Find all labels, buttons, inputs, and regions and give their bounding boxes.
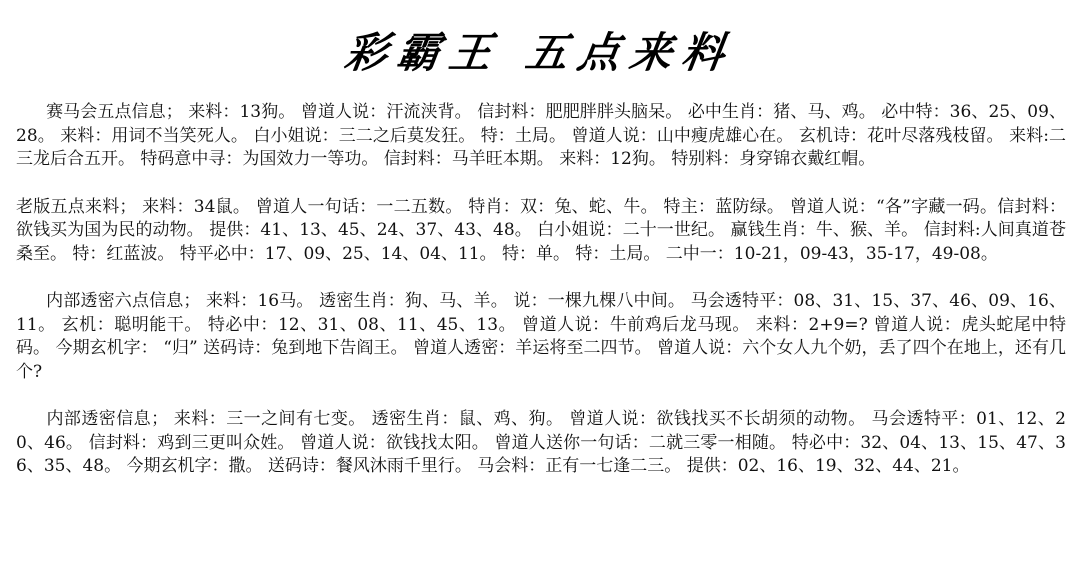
paragraph-saimahui xyxy=(16,101,1066,172)
paragraph-text: 内部透密信息； 来料：三一之间有七变。 透密生肖：鼠、鸡、狗。 曾道人说：欲钱找买不长胡须的动物。 马会透特平：01、12、20、46。 信封料：鸡到三更叫众姓。 曾道人说：欲钱找太阳。 曾道人送你一句话：二就三零一相随。 特必中：32、04、13、15、47、36、35、48。 今期玄机字：撒。 送码诗：餐风沐雨千里行。 马会料：正有一七逢二三。 提供：02、16、19、32、44、21。 xyxy=(16,409,1066,476)
page-title: 彩霸王 五点来料 xyxy=(341,28,738,77)
paragraph-text: 老版五点来料； 来料：34鼠。 曾道人一句话：一二五数。 特肖：双：兔、蛇、牛。 特主：蓝防绿。 曾道人说：“各”字藏一码。信封料：欲钱买为国为民的动物。 提供：41、13、45、24、37、43、48。 白小姐说：二十一世纪。 赢钱生肖：牛、猴、羊。 信封料:人间真道苍桑至。 特：红蓝波。 特平必中：17、09、25、14、04、11。 特：单。 特：土局。 二中一：10-21，09-43，35-17，49-08。 xyxy=(16,196,1066,264)
paragraph-text: 赛马会五点信息； 来料：13狗。 曾道人说：汗流浃背。 信封料：肥肥胖胖头脑呆。 必中生肖：猪、马、鸡。 必中特：36、25、09、28。 来料：用词不当笑死人。 白小姐说：三二之后莫发狂。 特：土局。 曾道人说：山中瘦虎雄心在。 玄机诗：花叶尽落残枝留。 来料:二三龙后合五开。 特码意中寻：为国效力一等功。 信封料：马羊旺本期。 来料：12狗。 特别料：身穿锦衣戴红帽。 xyxy=(16,102,1066,169)
document-body xyxy=(16,101,1066,503)
paragraph-text: 内部透密六点信息； 来料：16马。 透密生肖：狗、马、羊。 说：一棵九棵八中间。 马会透特平：08、31、15、37、46、09、16、11。 玄机：聪明能干。 特必中：12、31、08、11、45、13。 曾道人说：牛前鸡后龙马现。 来料：2+9=? 曾道人说：虎头蛇尾中特码。 今期玄机字： “归” 送码诗：兔到地下告阎王。 曾道人透密：羊运将至二四节。 曾道人说：六个女人九个奶，丢了四个在地上，还有几个? xyxy=(16,291,1066,382)
paragraph-neibu xyxy=(16,408,1066,479)
paragraph-laoban xyxy=(16,196,1066,267)
paragraph-neibu-liudian xyxy=(16,290,1066,384)
